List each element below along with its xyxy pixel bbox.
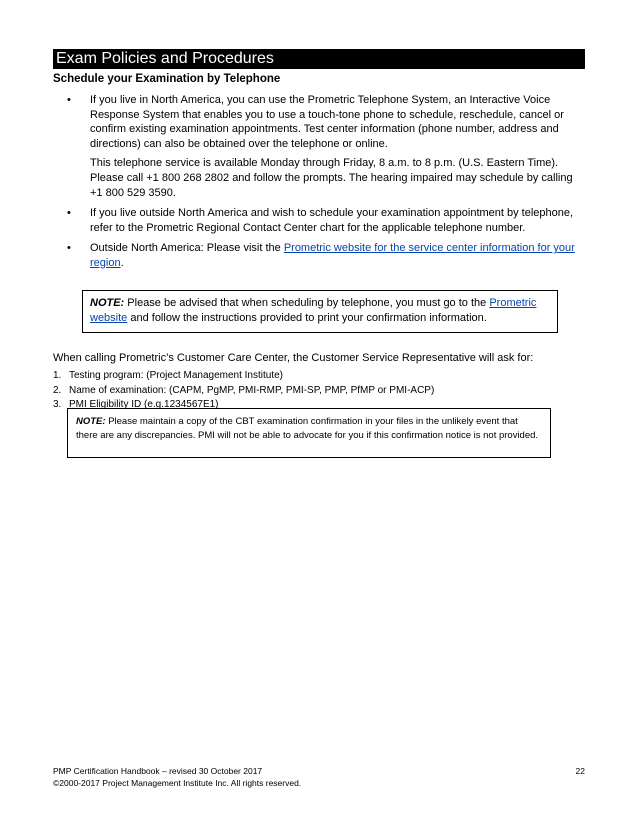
list-number: 3.: [53, 399, 62, 410]
list-number: 2.: [53, 384, 62, 396]
subheading: Schedule your Examination by Telephone: [53, 73, 281, 85]
section-title: Exam Policies and Procedures: [53, 49, 585, 69]
note-label: NOTE:: [76, 416, 106, 427]
numbered-list: [53, 369, 434, 413]
footer-handbook-line: PMP Certification Handbook – revised 30 October 2017: [53, 766, 263, 776]
note-text: Please maintain a copy of the CBT examination confirmation in your files in the unlikely event that there are any discrepancies. PMI will not be able to advocate for you if this confirmation notice is not provided.: [76, 416, 539, 441]
list-text: Name of examination: (CAPM, PgMP, PMI-RMP, PMI-SP, PMP, PfMP or PMI-ACP): [69, 384, 435, 396]
list-item: [53, 206, 585, 235]
bullet-text: .: [120, 256, 124, 269]
note-label: NOTE:: [90, 297, 125, 309]
bullet-paragraph: This telephone service is available Monday through Friday, 8 a.m. to 8 p.m. (U.S. Eastern Time). Please call +1 800 268 2802 and follow the prompts. The hearing impaired may schedule by calling +1 800 529 3590.: [90, 157, 573, 199]
bullet-icon: •: [67, 207, 71, 220]
bullet-paragraph: [90, 241, 585, 270]
bullet-paragraph: If you live outside North America and wish to schedule your examination appointment by telephone, refer to the Prometric Regional Contact Center chart for the applicable telephone number.: [90, 207, 574, 234]
list-item: [53, 241, 585, 270]
list-text: PMI Eligibility ID (e.g.1234567E1): [69, 399, 219, 410]
list-text: Testing program: (Project Management Institute): [69, 370, 283, 381]
footer-copyright-line: ©2000-2017 Project Management Institute Inc. All rights reserved.: [53, 778, 302, 788]
bullet-text: Outside North America: Please visit the: [90, 242, 284, 255]
list-item: [53, 93, 585, 200]
list-number: 1.: [53, 370, 62, 381]
page-footer: [53, 765, 585, 789]
confirmation-note-box: [67, 408, 551, 458]
calling-intro: When calling Prometric’s Customer Care Center, the Customer Service Representative will ask for:: [53, 352, 534, 364]
list-item: [53, 384, 434, 399]
page-number: 22: [575, 766, 585, 776]
bullet-list: [53, 93, 585, 277]
list-item: [53, 369, 434, 384]
note-text: and follow the instructions provided to print your confirmation information.: [127, 312, 487, 324]
prometric-website-link[interactable]: Prometric website: [90, 297, 537, 324]
bullet-icon: •: [67, 94, 71, 106]
scheduling-note-box: [82, 290, 558, 333]
bullet-paragraph: If you live in North America, you can use the Prometric Telephone System, an Interactive Voice Response System that enables you to use a touch-tone phone to schedule, reschedule, cancel or confirm existing examination appointments. Test center information (phone number, address and directions) can also be obtained over the telephone or online.: [90, 94, 564, 150]
prometric-region-link[interactable]: Prometric website for the service center information for your region: [90, 242, 575, 269]
note-text: Please be advised that when scheduling by telephone, you must go to the: [124, 297, 490, 309]
bullet-icon: •: [67, 242, 71, 255]
